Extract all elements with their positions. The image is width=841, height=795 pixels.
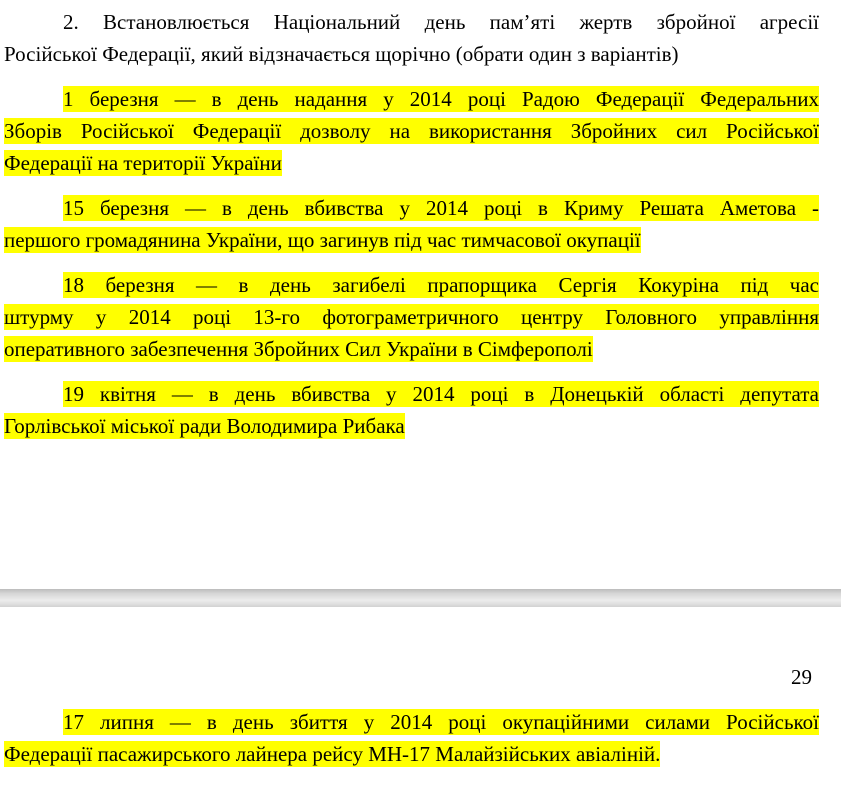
paragraph — [4, 192, 819, 256]
paragraph — [4, 6, 819, 70]
highlighted-text: оперативного забезпечення Збройних Сил України в Сімферополі — [4, 337, 593, 361]
text-line — [4, 738, 819, 770]
text-line — [4, 333, 819, 365]
highlighted-text: Федерації на території України — [4, 151, 282, 175]
text-line — [4, 378, 819, 410]
page-number: 29 — [791, 665, 812, 689]
text-line: Російської Федерації, який відзначається щорічно (обрати один з варіантів) — [4, 42, 679, 66]
highlighted-text: Зборів Російської Федерації дозволу на використання Збройних сил Російської — [4, 119, 819, 143]
page-gap-separator — [0, 589, 841, 607]
paragraph — [4, 83, 819, 179]
highlighted-text: Горлівської міської ради Володимира Рибака — [4, 414, 405, 438]
paragraph — [4, 706, 819, 770]
text-line — [4, 83, 819, 115]
text-line: 2. Встановлюється Національний день пам’яті жертв збройної агресії — [63, 10, 819, 34]
highlighted-text: 18 березня — в день загибелі прапорщика Сергія Кокуріна під час — [63, 273, 819, 297]
paragraph — [4, 378, 819, 442]
paragraph — [4, 269, 819, 365]
text-line — [4, 224, 819, 256]
highlighted-text: першого громадянина України, що загинув під час тимчасової окупації — [4, 228, 641, 252]
text-line — [4, 269, 819, 301]
text-line — [4, 147, 819, 179]
highlighted-text: 19 квітня — в день вбивства у 2014 році в Донецькій області депутата — [63, 382, 819, 406]
text-line — [4, 706, 819, 738]
highlighted-text: Федерації пасажирського лайнера рейсу МН-17 Малайзійських авіаліній. — [4, 742, 661, 766]
document-page-2 — [0, 706, 841, 770]
highlighted-text: 1 березня — в день надання у 2014 році Радою Федерації Федеральних — [63, 87, 819, 111]
text-line — [4, 115, 819, 147]
text-line — [4, 192, 819, 224]
highlighted-text: штурму у 2014 році 13-го фотограметричного центру Головного управління — [4, 305, 819, 329]
highlighted-text: 15 березня — в день вбивства у 2014 році в Криму Решата Аметова - — [63, 196, 819, 220]
text-line — [4, 410, 819, 442]
text-line — [4, 301, 819, 333]
highlighted-text: 17 липня — в день збиття у 2014 році окупаційними силами Російської — [63, 710, 819, 734]
